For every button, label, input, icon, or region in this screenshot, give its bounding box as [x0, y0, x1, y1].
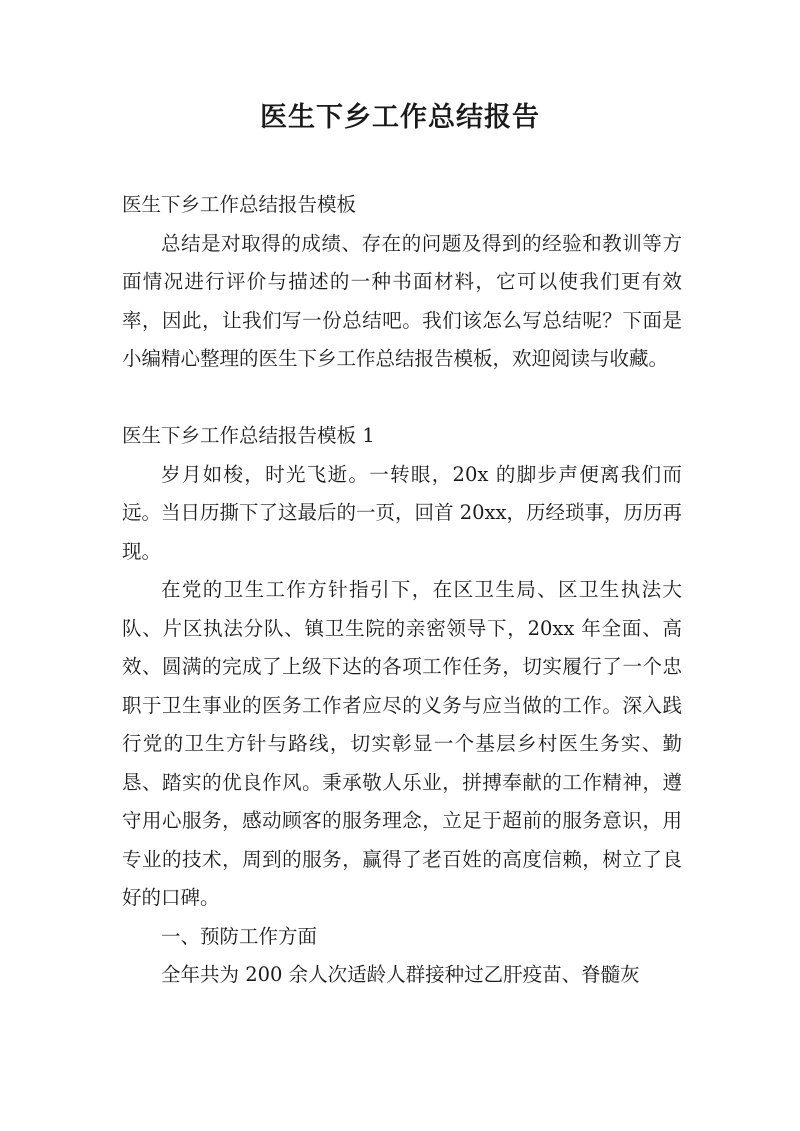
- body-paragraph: 在党的卫生工作方针指引下，在区卫生局、区卫生执法大队、片区执法分队、镇卫生院的亲密领导下，20xx 年全面、高效、圆满的完成了上级下达的各项工作任务，切实履行了一个忠职于卫生事业的医务工作者应尽的义务与应当做的工作。深入践行党的卫生方针与路线，切实彰显一个基层乡村医生务实、勤恳、踏实的优良作风。秉承敬人乐业，拼搏奉献的工作精神，遵守用心服务，感动顾客的服务理念，立足于超前的服务意识，用专业的技术，周到的服务，赢得了老百姓的高度信赖，树立了良好的口碑。: [122, 578, 682, 909]
- intro-paragraph: 总结是对取得的成绩、存在的问题及得到的经验和教训等方面情况进行评价与描述的一种书面材料，它可以使我们更有效率，因此，让我们写一份总结吧。我们该怎么写总结呢？下面是小编精心整理的医生下乡工作总结报告模板，欢迎阅读与收藏。: [122, 231, 682, 370]
- document-body: [122, 186, 682, 995]
- section-heading: 医生下乡工作总结报告模板 1: [122, 424, 375, 447]
- document-title: 医生下乡工作总结报告: [260, 102, 540, 133]
- paragraph-spacer: [122, 379, 682, 418]
- body-paragraph: 全年共为 200 余人次适龄人群接种过乙肝疫苗、脊髓灰: [161, 963, 640, 986]
- subsection-heading: 一、预防工作方面: [161, 924, 318, 948]
- intro-heading: 医生下乡工作总结报告模板: [122, 193, 357, 216]
- body-paragraph: 岁月如梭，时光飞逝。一转眼，20x 的脚步声便离我们而远。当日历撕下了这最后的一页，回首 20xx，历经琐事，历历再现。: [122, 462, 683, 563]
